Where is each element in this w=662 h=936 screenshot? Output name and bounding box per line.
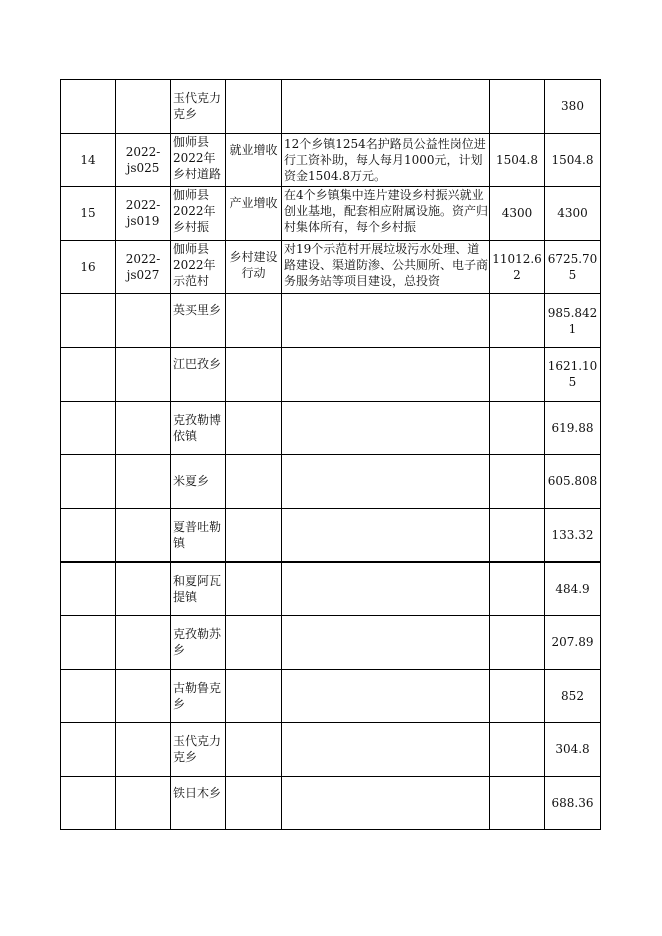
table-row: [61, 401, 601, 455]
row-sub-amount: 852: [545, 669, 601, 723]
row-description-text: 在4个乡镇集中连片建设乡村振兴就业创业基地，配套相应附属设施。资产归村集体所有，每个乡村振: [284, 188, 489, 235]
row-category: [226, 776, 282, 830]
row-sub-amount: 4300: [545, 187, 601, 241]
row-code: [116, 508, 171, 562]
row-description: [282, 455, 490, 509]
row-index: [61, 80, 116, 134]
row-category: 就业增收: [226, 133, 282, 187]
table-row: [61, 187, 601, 241]
row-description: [282, 615, 490, 669]
row-category: [226, 455, 282, 509]
row-code: [116, 723, 171, 777]
row-description: [282, 347, 490, 401]
row-category: [226, 615, 282, 669]
row-code: [116, 615, 171, 669]
row-description: [282, 240, 490, 294]
row-sub-amount: 688.36: [545, 776, 601, 830]
table-row: [61, 347, 601, 401]
table-row: [61, 80, 601, 134]
row-total: [490, 615, 545, 669]
row-total: 1504.8: [490, 133, 545, 187]
row-category: 产业增收: [226, 187, 282, 241]
row-index: 14: [61, 133, 116, 187]
row-description: [282, 133, 490, 187]
row-code: [116, 294, 171, 348]
row-index: [61, 562, 116, 616]
row-sub-amount: 6725.705: [545, 240, 601, 294]
row-name: [171, 80, 226, 134]
row-total: [490, 562, 545, 616]
row-sub-amount: 605.808: [545, 455, 601, 509]
row-index: [61, 508, 116, 562]
row-sub-amount: 484.9: [545, 562, 601, 616]
row-total: [490, 294, 545, 348]
table-row: [61, 723, 601, 777]
row-name: 夏普吐勒镇: [171, 508, 226, 562]
row-index: [61, 347, 116, 401]
row-description: [282, 669, 490, 723]
row-total: [490, 455, 545, 509]
row-code: [116, 562, 171, 616]
table-row: [61, 615, 601, 669]
table-row: [61, 240, 601, 294]
row-description-text: 12个乡镇1254名护路员公益性岗位进行工资补助，每人每月1000元，计划资金1504.8万元。: [284, 136, 486, 183]
row-name-text: 伽师县2022年乡村振: [173, 188, 216, 235]
row-index: [61, 294, 116, 348]
row-code: [116, 401, 171, 455]
row-name: 英买里乡: [171, 294, 226, 348]
row-name-text: 玉代克力克乡: [173, 91, 222, 122]
table-row: [61, 776, 601, 830]
table-row: [61, 455, 601, 509]
row-sub-amount: 207.89: [545, 615, 601, 669]
table-row: [61, 669, 601, 723]
row-description: [282, 723, 490, 777]
row-category: [226, 401, 282, 455]
row-code: [116, 669, 171, 723]
row-name-text: 伽师县2022年乡村道路: [173, 134, 222, 181]
row-sub-amount: 133.32: [545, 508, 601, 562]
row-name: 米夏乡: [171, 455, 226, 509]
row-category-text: 乡村建设行动: [229, 249, 278, 280]
row-category: [226, 347, 282, 401]
row-total: 4300: [490, 187, 545, 241]
row-total: [490, 401, 545, 455]
row-category: [226, 508, 282, 562]
row-name: [171, 187, 226, 241]
row-index: [61, 776, 116, 830]
row-name: 和夏阿瓦提镇: [171, 562, 226, 616]
row-code: 2022-js025: [116, 133, 171, 187]
row-category: [226, 294, 282, 348]
row-name: 玉代克力克乡: [171, 723, 226, 777]
row-sub-amount: 380: [545, 80, 601, 134]
row-index: [61, 455, 116, 509]
row-description: [282, 187, 490, 241]
row-code: [116, 455, 171, 509]
row-total: [490, 347, 545, 401]
row-description: [282, 294, 490, 348]
row-description-text: 对19个示范村开展垃圾污水处理、道路建设、渠道防渗、公共厕所、电子商务服务站等项目建设，总投资: [284, 241, 489, 288]
project-table: [60, 79, 601, 830]
row-name: 克孜勒博依镇: [171, 401, 226, 455]
table-row: [61, 294, 601, 348]
row-total: [490, 669, 545, 723]
row-total: [490, 723, 545, 777]
row-index: 16: [61, 240, 116, 294]
row-description: [282, 562, 490, 616]
row-sub-amount: 304.8: [545, 723, 601, 777]
row-index: [61, 723, 116, 777]
row-name-text: 伽师县2022年示范村: [173, 241, 216, 288]
row-total: [490, 776, 545, 830]
row-index: [61, 669, 116, 723]
table-row: [61, 562, 601, 616]
row-sub-amount: 619.88: [545, 401, 601, 455]
row-sub-amount: 1621.105: [545, 347, 601, 401]
row-category: [226, 562, 282, 616]
row-index: 15: [61, 187, 116, 241]
row-name: 铁日木乡: [171, 776, 226, 830]
row-total: [490, 508, 545, 562]
row-name: 江巴孜乡: [171, 347, 226, 401]
row-name: 古勒鲁克乡: [171, 669, 226, 723]
row-code: 2022-js019: [116, 187, 171, 241]
row-code: [116, 347, 171, 401]
table-row: [61, 133, 601, 187]
row-name: [171, 133, 226, 187]
row-name: [171, 240, 226, 294]
row-description: [282, 508, 490, 562]
row-category: [226, 240, 282, 294]
row-code: [116, 80, 171, 134]
row-description: [282, 401, 490, 455]
row-total: [490, 80, 545, 134]
row-total: 11012.62: [490, 240, 545, 294]
row-index: [61, 401, 116, 455]
row-description: [282, 776, 490, 830]
row-sub-amount: 1504.8: [545, 133, 601, 187]
row-code: 2022-js027: [116, 240, 171, 294]
row-index: [61, 615, 116, 669]
table-row: [61, 508, 601, 562]
row-category: [226, 80, 282, 134]
row-code: [116, 776, 171, 830]
row-description: [282, 80, 490, 134]
row-category: [226, 669, 282, 723]
row-sub-amount: 985.8421: [545, 294, 601, 348]
row-category: [226, 723, 282, 777]
row-name: 克孜勒苏乡: [171, 615, 226, 669]
